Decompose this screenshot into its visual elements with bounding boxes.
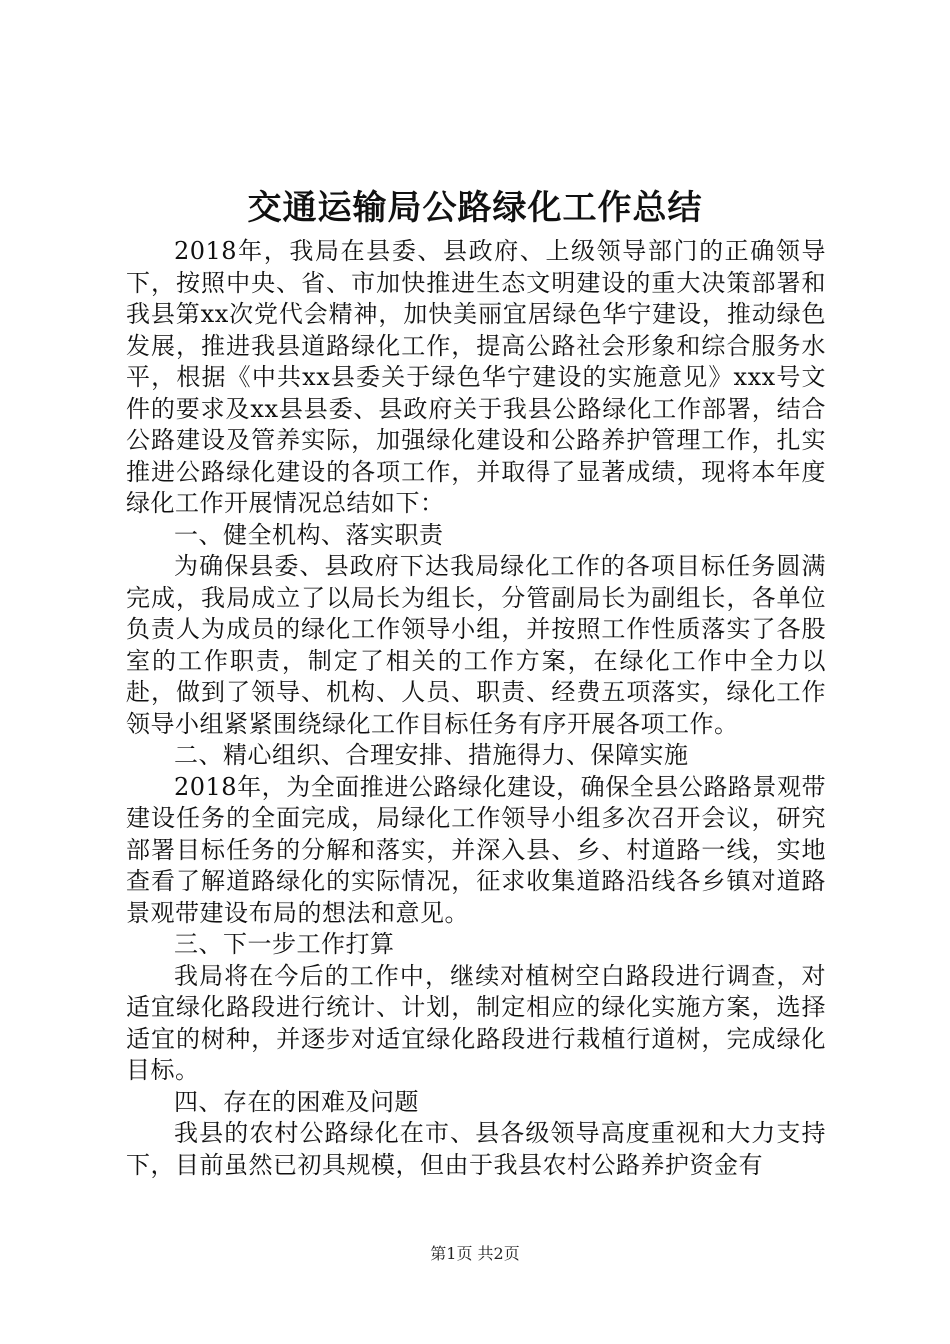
section-heading-3: 三、下一步工作打算 <box>174 930 395 958</box>
intro-paragraph: 2018年，我局在县委、县政府、上级领导部门的正确领导下，按照中央、省、市加快推进生态文明建设的重大决策部署和我县第xx次党代会精神，加快美丽宜居绿色华宁建设，推动绿色发展，推进我县道路绿化工作，提高公路社会形象和综合服务水平，根据《中共xx县委关于绿色华宁建设的实施意见》xxx号文件的要求及xx县县委、县政府关于我县公路绿化工作部署，结合公路建设及管养实际，加强绿化建设和公路养护管理工作，扎实推进公路绿化建设的各项工作，并取得了显著成绩，现将本年度绿化工作开展情况总结如下： <box>126 237 826 517</box>
section-heading-4: 四、存在的困难及问题 <box>174 1087 419 1116</box>
section-paragraph-4: 我县的农村公路绿化在市、县各级领导高度重视和大力支持下，目前虽然已初具规模，但由于我县农村公路养护资金有 <box>126 1119 826 1179</box>
document-title: 交通运输局公路绿化工作总结 <box>247 188 703 228</box>
section-paragraph-3: 我局将在今后的工作中，继续对植树空白路段进行调查，对适宜绿化路段进行统计、计划，制定相应的绿化实施方案，选择适宜的树种，并逐步对适宜绿化路段进行栽植行道树，完成绿化目标。 <box>126 961 826 1084</box>
section-heading-1: 一、健全机构、落实职责 <box>174 520 444 549</box>
section-paragraph-2: 2018年，为全面推进公路绿化建设，确保全县公路路景观带建设任务的全面完成，局绿化工作领导小组多次召开会议，研究部署目标任务的分解和落实，并深入县、乡、村道路一线，实地查看了解道路绿化的实际情况，征求收集道路沿线各乡镇对道路景观带建设布局的想法和意见。 <box>126 772 826 927</box>
document-body <box>126 236 826 1181</box>
section-heading-2: 二、精心组织、合理安排、措施得力、保障实施 <box>174 741 689 769</box>
section-paragraph-1: 为确保县委、县政府下达我局绿化工作的各项目标任务圆满完成，我局成立了以局长为组长，分管副局长为副组长，各单位负责人为成员的绿化工作领导小组，并按照工作性质落实了各股室的工作职责，制定了相关的工作方案，在绿化工作中全力以赴，做到了领导、机构、人员、职责、经费五项落实，绿化工作领导小组紧紧围绕绿化工作目标任务有序开展各项工作。 <box>126 552 826 738</box>
page-number-footer: 第1页 共2页 <box>430 1244 520 1263</box>
